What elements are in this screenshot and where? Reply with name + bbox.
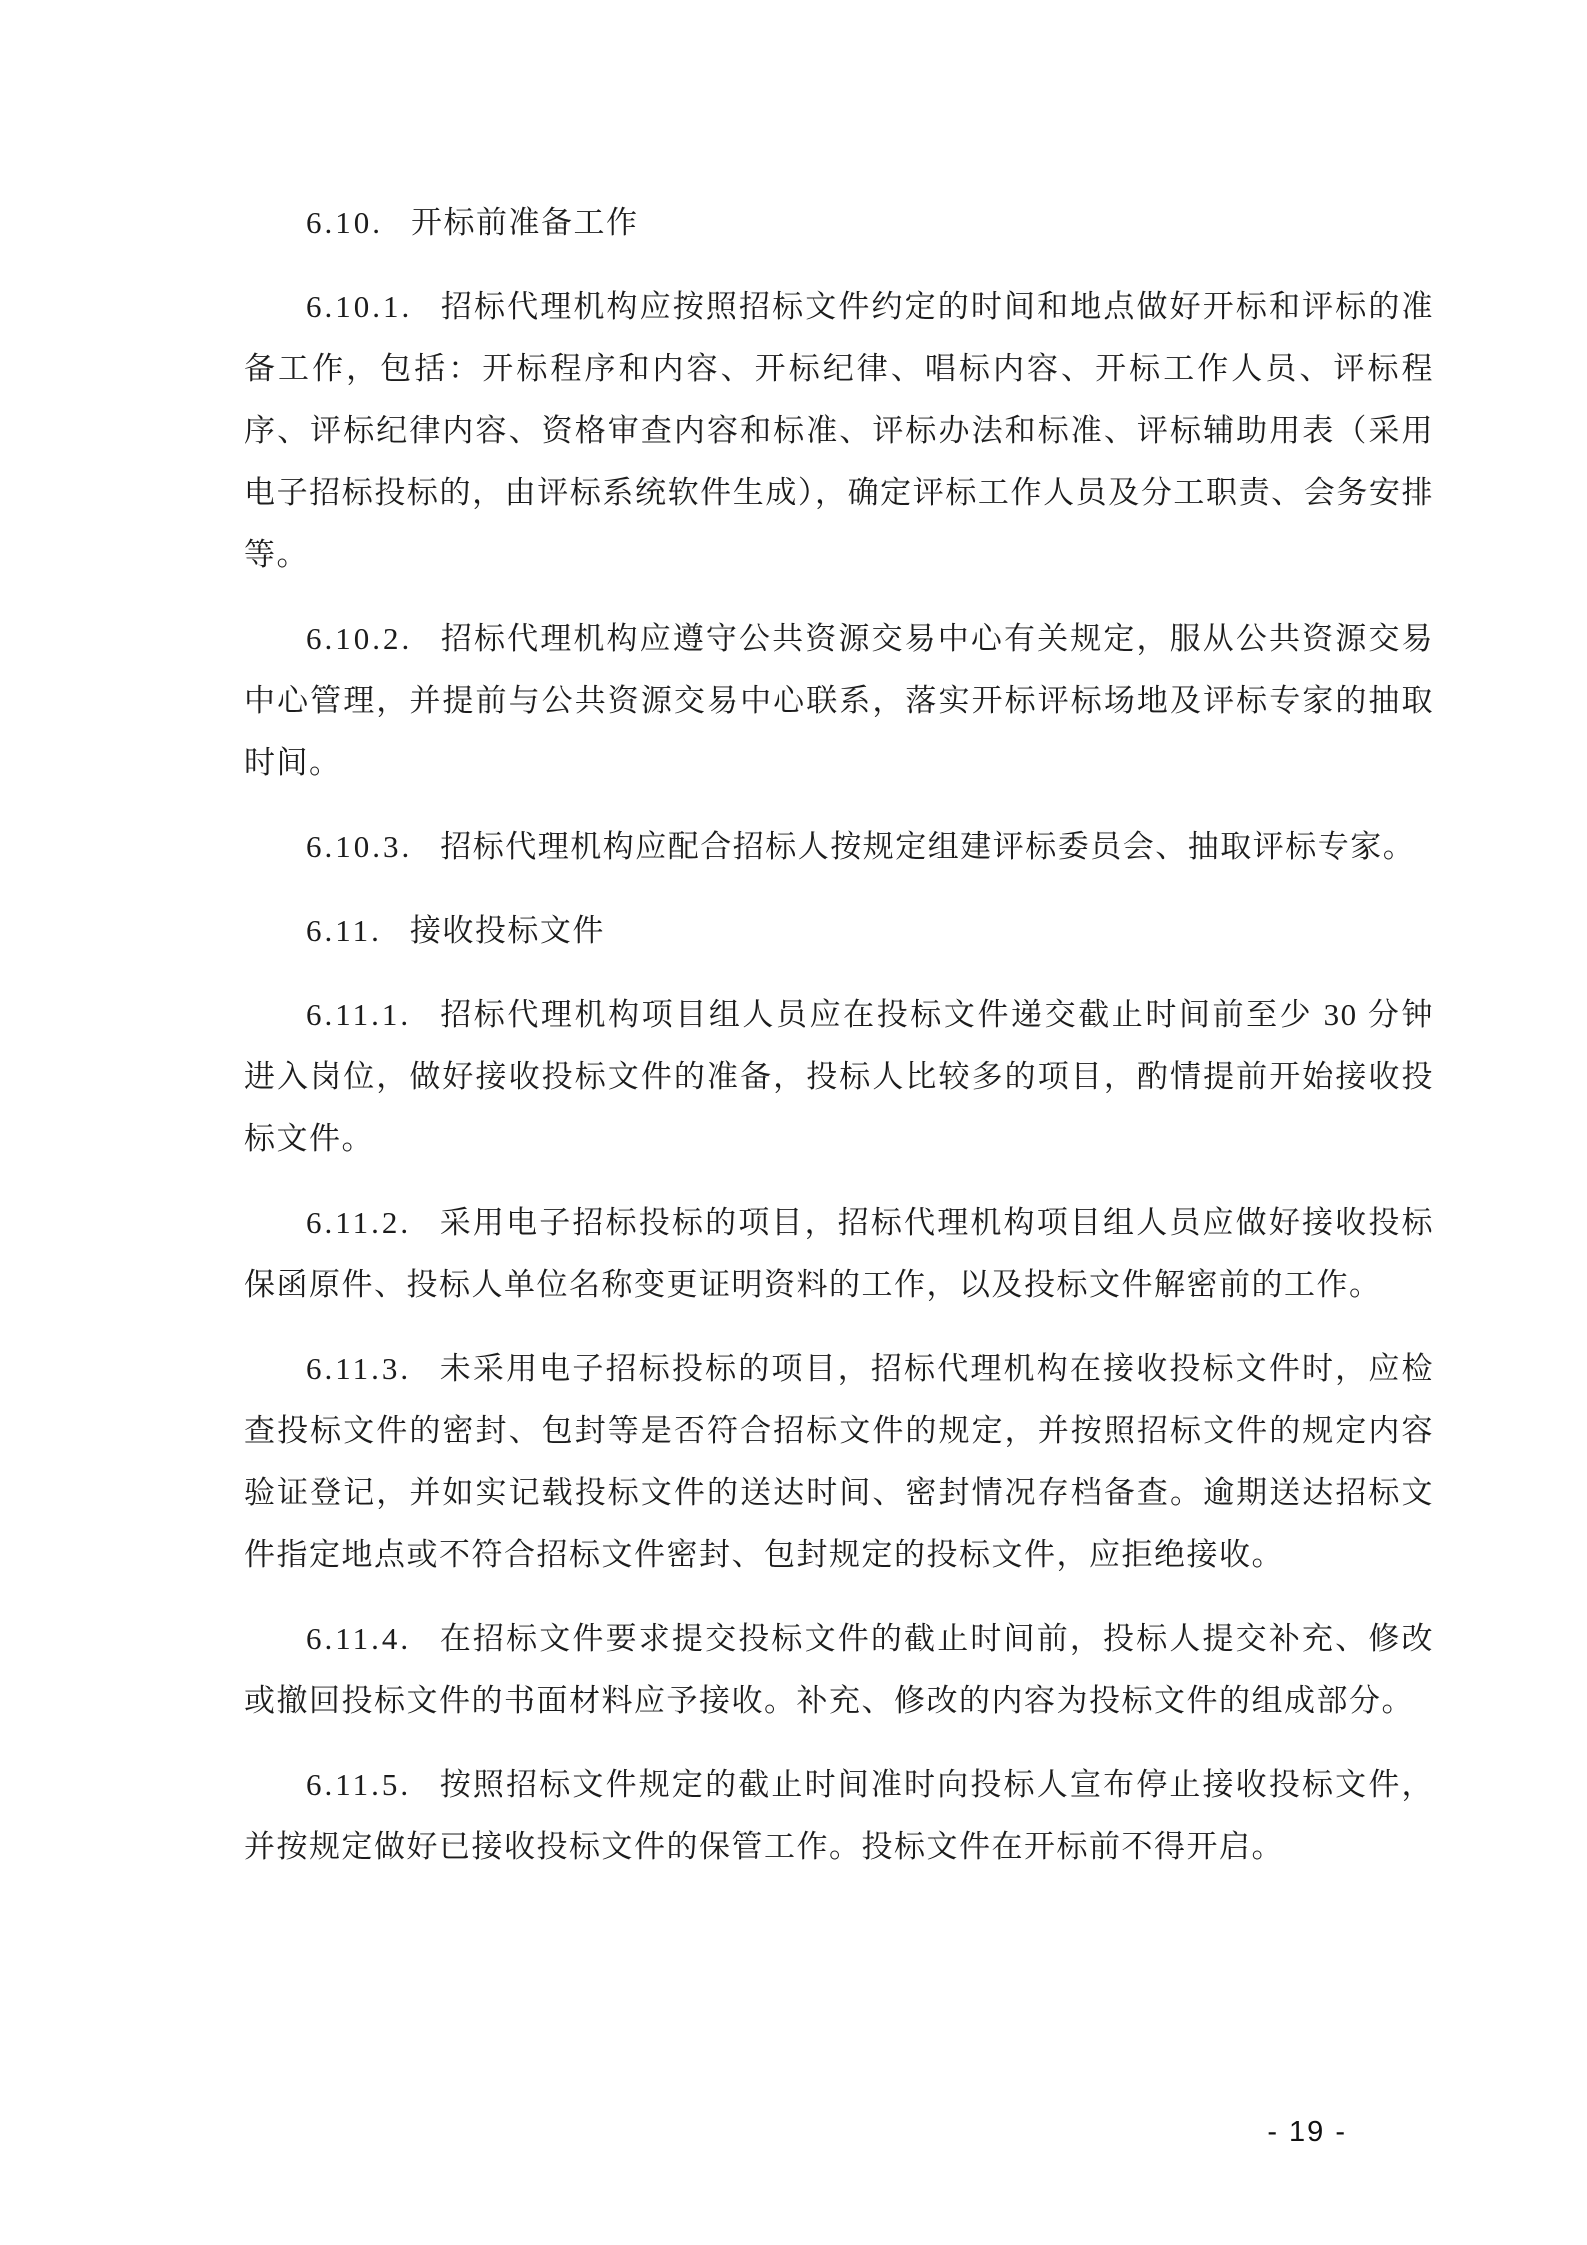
- clause-text: 在招标文件要求提交投标文件的截止时间前，投标人提交补充、修改或撤回投标文件的书面材料应予接收。补充、修改的内容为投标文件的组成部分。: [244, 1621, 1434, 1718]
- paragraph-6-11-5: [244, 1754, 1434, 1878]
- paragraph-6-11-4: [244, 1608, 1434, 1732]
- clause-text: 招标代理机构应按照招标文件约定的时间和地点做好开标和评标的准备工作，包括：开标程序和内容、开标纪律、唱标内容、开标工作人员、评标程序、评标纪律内容、资格审查内容和标准、评标办法和标准、评标辅助用表（采用电子招标投标的，由评标系统软件生成），确定评标工作人员及分工职责、会务安排等。: [244, 289, 1434, 572]
- clause-number: 6.10.1.: [306, 289, 413, 324]
- clause-number: 6.11.4.: [306, 1621, 412, 1656]
- clause-text: 招标代理机构应配合招标人按规定组建评标委员会、抽取评标专家。: [440, 829, 1416, 864]
- paragraph-6-10-3: [244, 816, 1434, 878]
- clause-text: 未采用电子招标投标的项目，招标代理机构在接收投标文件时，应检查投标文件的密封、包封等是否符合招标文件的规定，并按照招标文件的规定内容验证登记，并如实记载投标文件的送达时间、密封情况存档备查。逾期送达招标文件指定地点或不符合招标文件密封、包封规定的投标文件，应拒绝接收。: [244, 1351, 1434, 1572]
- paragraph-6-10-2: [244, 608, 1434, 794]
- paragraph-6-11-1: [244, 984, 1434, 1170]
- clause-text: 采用电子招标投标的项目，招标代理机构项目组人员应做好接收投标保函原件、投标人单位名称变更证明资料的工作，以及投标文件解密前的工作。: [244, 1205, 1434, 1302]
- section-title: 开标前准备工作: [411, 205, 639, 240]
- paragraph-6-10-1: [244, 276, 1434, 586]
- section-heading-6-11: [244, 900, 1434, 962]
- section-title: 接收投标文件: [409, 913, 605, 948]
- section-number: 6.11.: [306, 913, 382, 948]
- document-body: [244, 192, 1434, 1900]
- section-heading-6-10: [244, 192, 1434, 254]
- paragraph-6-11-2: [244, 1192, 1434, 1316]
- section-number: 6.10.: [306, 205, 383, 240]
- clause-text: 按照招标文件规定的截止时间准时向投标人宣布停止接收投标文件，并按规定做好已接收投标文件的保管工作。投标文件在开标前不得开启。: [244, 1767, 1434, 1864]
- clause-text: 招标代理机构项目组人员应在投标文件递交截止时间前至少 30 分钟进入岗位，做好接收投标文件的准备，投标人比较多的项目，酌情提前开始接收投标文件。: [244, 997, 1434, 1156]
- paragraph-6-11-3: [244, 1338, 1434, 1586]
- clause-number: 6.11.2.: [306, 1205, 412, 1240]
- page-number: - 19 -: [1267, 2116, 1347, 2148]
- clause-number: 6.10.2.: [306, 621, 413, 656]
- clause-text: 招标代理机构应遵守公共资源交易中心有关规定，服从公共资源交易中心管理，并提前与公共资源交易中心联系，落实开标评标场地及评标专家的抽取时间。: [244, 621, 1434, 780]
- clause-number: 6.10.3.: [306, 829, 413, 864]
- clause-number: 6.11.3.: [306, 1351, 412, 1386]
- clause-number: 6.11.5.: [306, 1767, 412, 1802]
- clause-number: 6.11.1.: [306, 997, 412, 1032]
